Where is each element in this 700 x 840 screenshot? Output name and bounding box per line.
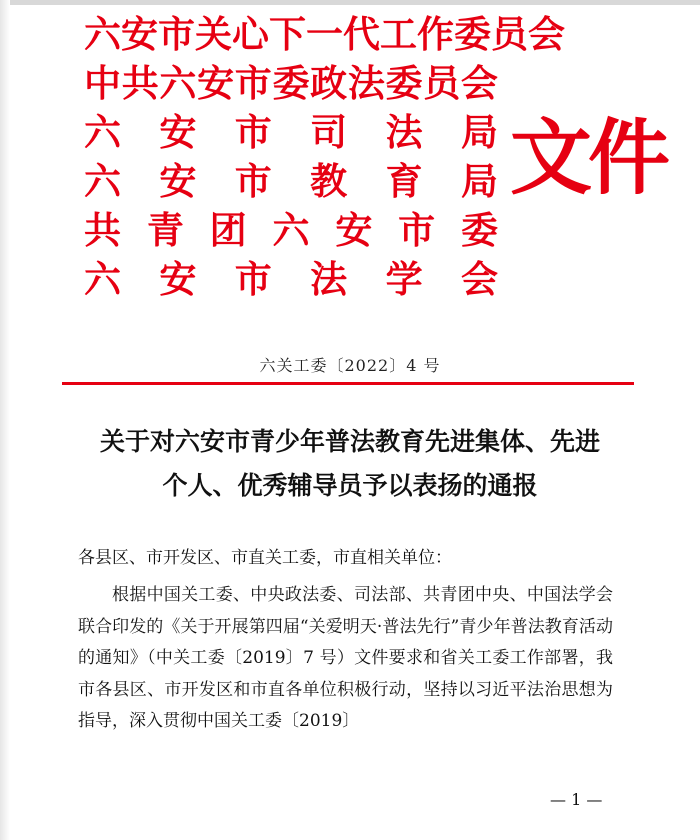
issuer-char: 市 [234,110,272,154]
issuer-char: 共 [84,208,121,252]
issuer-char: 作 [417,12,454,56]
document-number: 六关工委〔2022〕4 号 [259,356,441,375]
issuer-char: 安 [335,208,373,252]
issuer-line-5 [84,209,498,251]
issuer-line-2 [84,62,498,104]
issuer-char: 教 [310,159,348,203]
document-title [50,420,650,508]
issuer-char: 市 [158,12,195,56]
issuer-char: 委 [272,61,310,105]
issuer-char: 会 [528,12,565,56]
issuer-char: 委 [460,208,498,252]
red-divider [62,382,634,385]
issuer-char: 司 [310,110,348,154]
issuer-char: 六 [84,159,121,203]
body-paragraph: 根据中国关工委、中央政法委、司法部、共青团中央、中国法学会联合印发的《关于开展第四届“关爱明天·普法先行”青少年普法教育活动的通知》（中关工委〔2019〕7 号）文件要求和省关工委工作部署，我市各县区、市开发区和市直各单位积极行动，坚持以习近平法治思想为指导，深入贯彻中国关工委〔2019〕 [78,585,613,731]
issuer-line-1 [84,12,565,56]
issuer-char: 会 [460,257,498,301]
issuer-line-3 [84,111,498,153]
issuer-char: 法 [385,110,423,154]
issuer-char: 六 [159,61,197,105]
issuer-char: 安 [121,12,158,56]
issuer-char: 会 [460,61,498,105]
issuer-char: 市 [234,61,272,105]
issuer-char: 代 [343,12,380,56]
issuer-char: 六 [84,257,121,301]
issuer-char: 心 [232,12,269,56]
issuer-line-6 [84,258,498,300]
issuer-char: 关 [195,12,232,56]
issuer-char: 六 [84,12,121,56]
issuer-char: 安 [159,110,197,154]
issuer-char: 青 [146,208,184,252]
issuer-char: 学 [385,257,423,301]
top-edge [0,0,700,5]
issuer-char: 安 [159,257,197,301]
issuer-char: 共 [121,61,159,105]
issuer-char: 一 [306,12,343,56]
issuer-char: 法 [347,61,385,105]
salutation: 各县区、市开发区、市直关工委，市直相关单位： [78,548,452,568]
issuer-char: 下 [269,12,306,56]
issuer-char: 政 [310,61,348,105]
issuer-line-4 [84,160,498,202]
issuer-char: 市 [234,159,272,203]
issuer-char: 安 [197,61,235,105]
issuer-char: 中 [84,61,121,105]
issuer-char: 六 [272,208,310,252]
left-edge [0,0,10,840]
issuer-char: 委 [454,12,491,56]
issuer-char: 团 [209,208,247,252]
issuer-char: 局 [460,110,498,154]
issuer-char: 育 [385,159,423,203]
issuer-char: 员 [423,61,461,105]
document-suffix: 文件 [510,110,667,206]
issuer-char: 市 [234,257,272,301]
issuer-char: 六 [84,110,121,154]
issuer-char: 安 [159,159,197,203]
page-number: — 1 — [550,790,603,809]
issuer-char: 工 [380,12,417,56]
issuer-char: 局 [460,159,498,203]
issuer-char: 员 [491,12,528,56]
title-line-2: 个人、优秀辅导员予以表扬的通报 [162,471,538,500]
title-line-1: 关于对六安市青少年普法教育先进集体、先进 [99,427,600,456]
issuer-char: 市 [398,208,436,252]
issuer-char: 委 [385,61,423,105]
issuer-char: 法 [310,257,348,301]
